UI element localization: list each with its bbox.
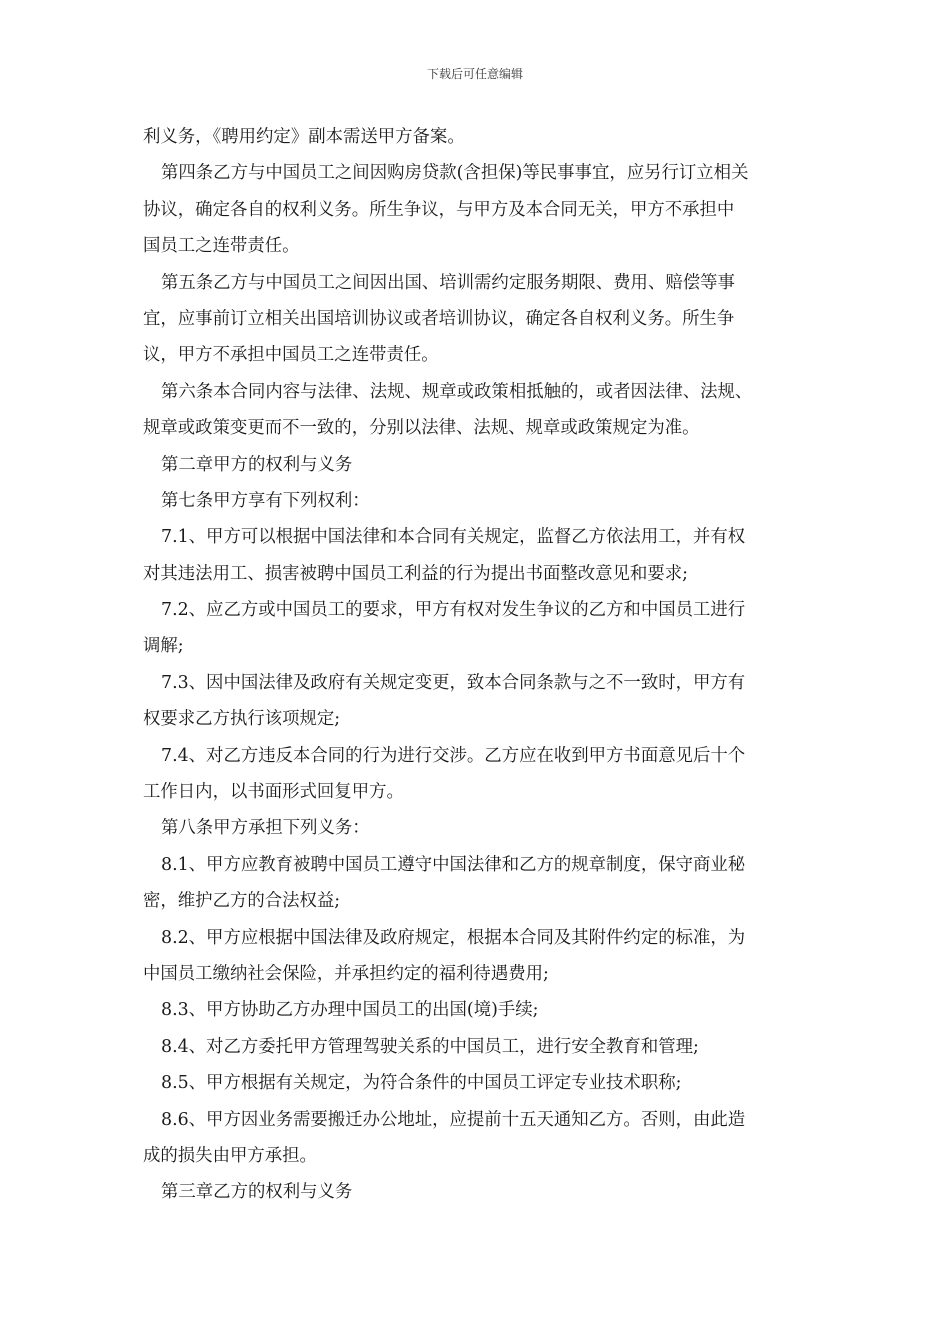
paragraph-line: 第二章甲方的权利与义务 <box>161 454 353 475</box>
paragraph-line: 权要求乙方执行该项规定; <box>143 709 341 730</box>
paragraph-line: 7.2、应乙方或中国员工的要求，甲方有权对发生争议的乙方和中国员工进行 <box>161 600 746 621</box>
paragraph-line: 8.6、甲方因业务需要搬迁办公地址，应提前十五天通知乙方。否则，由此造 <box>161 1109 746 1130</box>
paragraph-line: 第三章乙方的权利与义务 <box>161 1182 353 1203</box>
paragraph <box>143 847 827 920</box>
paragraph-line: 8.1、甲方应教育被聘中国员工遵守中国法律和乙方的规章制度，保守商业秘 <box>161 854 746 875</box>
paragraph-line: 8.2、甲方应根据中国法律及政府规定，根据本合同及其附件约定的标准，为 <box>161 927 746 948</box>
paragraph-line: 第五条乙方与中国员工之间因出国、培训需约定服务期限、费用、赔偿等事 <box>161 272 735 293</box>
paragraph-line: 中国员工缴纳社会保险，并承担约定的福利待遇费用; <box>143 963 549 984</box>
paragraph-line: 8.3、甲方协助乙方办理中国员工的出国(境)手续; <box>161 1000 539 1021</box>
paragraph <box>143 1102 827 1175</box>
paragraph-line: 规章或政策变更而不一致的，分别以法律、法规、规章或政策规定为准。 <box>143 418 700 439</box>
paragraph-line: 调解; <box>143 636 184 657</box>
paragraph-line: 8.4、对乙方委托甲方管理驾驶关系的中国员工，进行安全教育和管理; <box>161 1036 699 1057</box>
paragraph-line: 工作日内，以书面形式回复甲方。 <box>143 782 404 803</box>
paragraph <box>143 1174 827 1210</box>
paragraph-line: 协议，确定各自的权利义务。所生争议，与甲方及本合同无关，甲方不承担中 <box>143 199 735 220</box>
paragraph-line: 密，维护乙方的合法权益; <box>143 891 341 912</box>
paragraph <box>143 483 827 519</box>
paragraph-line: 第七条甲方享有下列权利： <box>161 490 370 511</box>
paragraph <box>143 265 827 374</box>
paragraph-line: 第八条甲方承担下列义务： <box>161 818 370 839</box>
page-header-note: 下载后可任意编辑 <box>426 67 523 81</box>
paragraph <box>143 1029 827 1065</box>
paragraph <box>143 1065 827 1101</box>
paragraph-line: 国员工之连带责任。 <box>143 236 300 257</box>
paragraph-line: 7.1、甲方可以根据中国法律和本合同有关规定，监督乙方依法用工，并有权 <box>161 527 746 548</box>
paragraph <box>143 810 827 846</box>
paragraph <box>143 155 827 264</box>
paragraph <box>143 738 827 811</box>
paragraph-line: 议，甲方不承担中国员工之连带责任。 <box>143 345 439 366</box>
paragraph-line: 第四条乙方与中国员工之间因购房贷款(含担保)等民事事宜，应另行订立相关 <box>161 163 749 184</box>
paragraph-line: 第六条本合同内容与法律、法规、规章或政策相抵触的，或者因法律、法规、 <box>161 381 753 402</box>
paragraph-line: 对其违法用工、损害被聘中国员工利益的行为提出书面整改意见和要求; <box>143 563 688 584</box>
paragraph <box>143 665 827 738</box>
paragraph <box>143 920 827 993</box>
paragraph-line: 宜，应事前订立相关出国培训协议或者培训协议，确定各自权利义务。所生争 <box>143 308 735 329</box>
paragraph-line: 7.3、因中国法律及政府有关规定变更，致本合同条款与之不一致时，甲方有 <box>161 672 746 693</box>
paragraph <box>143 519 827 592</box>
paragraph-line: 成的损失由甲方承担。 <box>143 1145 317 1166</box>
paragraph <box>143 447 827 483</box>
paragraph-line: 利义务，《聘用约定》副本需送甲方备案。 <box>143 127 465 147</box>
paragraph <box>143 992 827 1028</box>
document-body <box>143 119 827 1211</box>
paragraph-line: 8.5、甲方根据有关规定，为符合条件的中国员工评定专业技术职称; <box>161 1073 682 1094</box>
paragraph-line: 7.4、对乙方违反本合同的行为进行交涉。乙方应在收到甲方书面意见后十个 <box>161 745 746 766</box>
paragraph <box>143 374 827 447</box>
paragraph <box>143 119 827 155</box>
paragraph <box>143 592 827 665</box>
